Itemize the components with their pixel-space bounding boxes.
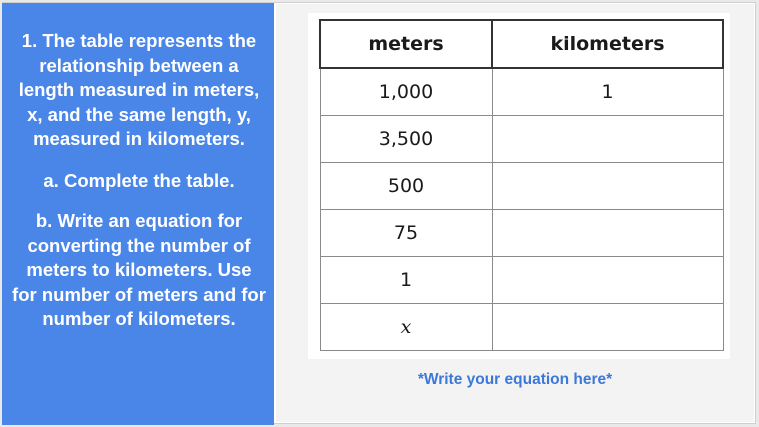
meters-cell: 1,000: [320, 68, 492, 116]
table-row: [320, 257, 723, 304]
conversion-table: [319, 19, 724, 351]
kilometers-cell[interactable]: [492, 304, 723, 351]
header-kilometers: kilometers: [492, 20, 723, 68]
instructions-panel: [2, 3, 274, 425]
kilometers-cell[interactable]: [492, 257, 723, 304]
kilometers-cell[interactable]: [492, 210, 723, 257]
equation-prompt[interactable]: *Write your equation here*: [417, 371, 613, 388]
table-row: [320, 163, 723, 210]
kilometers-cell[interactable]: [492, 116, 723, 163]
question-part-b: b. Write an equation for converting the number of meters to kilometers. Use for number of meters and for number of kilometers.: [12, 210, 266, 329]
meters-cell: 500: [320, 163, 492, 210]
meters-cell: 3,500: [320, 116, 492, 163]
table-row: [320, 116, 723, 163]
meters-cell: x: [320, 304, 492, 351]
meters-cell: 75: [320, 210, 492, 257]
header-meters: meters: [320, 20, 492, 68]
question-intro: 1. The table represents the relationship between a length measured in meters, x, and the same length, y, measured in kilometers.: [18, 30, 260, 149]
kilometers-cell[interactable]: 1: [492, 68, 723, 116]
meters-cell: 1: [320, 257, 492, 304]
table-row: [320, 68, 723, 116]
question-part-a: a. Complete the table.: [43, 169, 235, 191]
table-row: [320, 304, 723, 351]
kilometers-cell[interactable]: [492, 163, 723, 210]
table-header-row: [320, 20, 723, 68]
table-row: [320, 210, 723, 257]
